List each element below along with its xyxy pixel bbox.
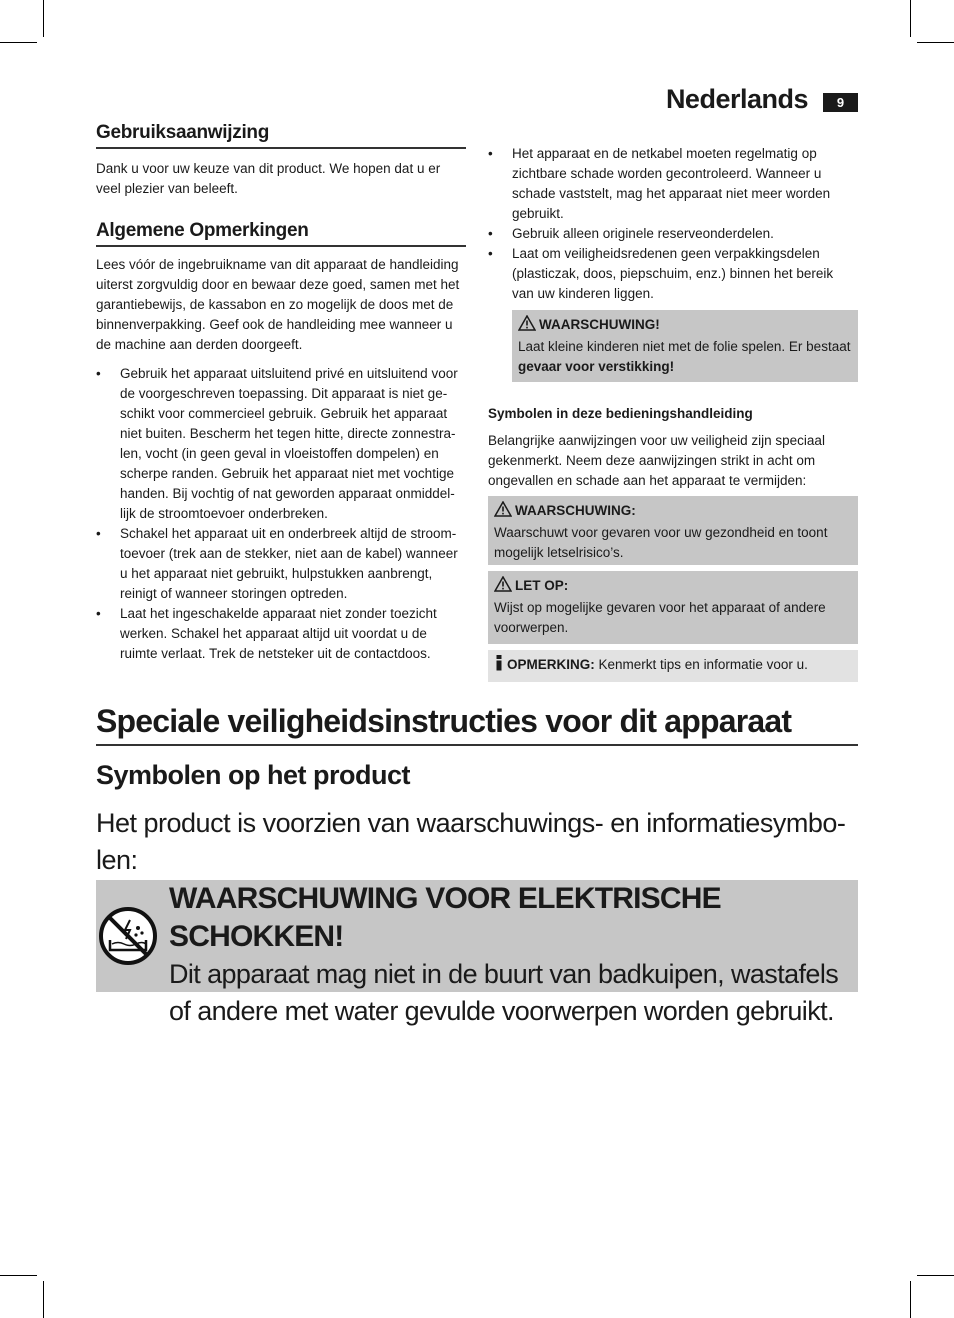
warning-triangle-icon: [518, 315, 536, 337]
right-column: [488, 144, 858, 682]
info-icon: [494, 655, 504, 677]
warning-title: WAARSCHUWING:: [515, 503, 636, 518]
warning-text: Waarschuwt voor gevaren voor uw gezondheid en toont mogelijk letselrisico’s.: [494, 525, 828, 560]
shock-title: WAARSCHUWING VOOR ELEKTRISCHE SCHOKKEN!: [169, 882, 721, 953]
warning-title: WAARSCHUWING!: [539, 317, 660, 332]
warning-box-foil: [512, 310, 858, 382]
caution-title: LET OP:: [515, 578, 569, 593]
left-column: [96, 122, 466, 664]
left-bullet-list: [96, 364, 466, 664]
note-text: Kenmerkt tips en informatie voor u.: [598, 657, 808, 672]
list-item: • Het apparaat en de netkabel moeten regelmatig op zichtbare schade worden gecontroleerd. Wanneer u schade vaststelt, mag het apparaat niet meer worden gebruikt.: [488, 144, 858, 224]
warning-text: Laat kleine kinderen niet met de folie spelen. Er bestaat: [518, 339, 851, 354]
shock-text-block: [169, 880, 855, 1030]
page-number: 9: [823, 93, 858, 112]
crop-mark: [910, 1281, 911, 1318]
list-item: • Laat om veiligheidsredenen geen verpakkingsdelen (plasticzak, doos, piepschuim, enz.) binnen het bereik van uw kinderen liggen.: [488, 244, 858, 304]
crop-mark: [917, 1275, 954, 1276]
symbols-text: Belangrijke aanwijzingen voor uw veiligheid zijn speciaal gekenmerkt. Neem deze aanwijzingen strikt in acht om ongevallen en schade aan het apparaat te vermijden:: [488, 433, 825, 488]
general-text: Lees vóór de ingebruikname van dit apparaat de handleiding uiterst zorgvuldig door en bewaar deze goed, samen met het garantiebewijs, de kassabon en zo mogelijk de doos met de binnenverpakking. Geef ook de handleiding mee wanneer u de machine aan derden doorgeeft.: [96, 257, 460, 352]
section-title-gebruiksaanwijzing: Gebruiksaanwijzing: [96, 122, 466, 149]
shock-warning-box: [96, 880, 858, 1026]
list-item: • Laat het ingeschakelde apparaat niet zonder toezicht werken. Schakel het apparaat altijd uit voordat u de ruimte verlaat. Trek de netsteker uit de contactdoos.: [96, 604, 466, 664]
symbols-heading: Symbolen in deze bedieningshandleiding: [488, 406, 753, 421]
crop-mark: [43, 0, 44, 37]
note-title: OPMERKING:: [507, 657, 595, 672]
note-box: [488, 650, 858, 682]
crop-mark: [917, 42, 954, 43]
symbols-intro: Het product is voorzien van waarschuwings- en informatiesymbo-len:: [96, 808, 846, 875]
crop-mark: [43, 1281, 44, 1318]
warning-triangle-icon: [494, 576, 512, 598]
crop-mark: [0, 42, 37, 43]
page-title: Speciale veiligheidsinstructies voor dit apparaat: [96, 703, 858, 746]
section-title-algemene-opmerkingen: Algemene Opmerkingen: [96, 220, 466, 247]
list-item: • Schakel het apparaat uit en onderbreek altijd de stroom-toevoer (trek aan de stekker, niet aan de kabel) wanneer u het apparaat niet gebruikt, hulpstukken aanbrengt, reinigt of wanneer storingen optreden.: [96, 524, 466, 604]
warning-triangle-icon: [494, 501, 512, 523]
header-language: Nederlands: [665, 84, 808, 114]
crop-mark: [910, 0, 911, 37]
shock-text: Dit apparaat mag niet in de buurt van badkuipen, wastafels of andere met water gevulde voorwerpen worden gebruikt.: [169, 959, 839, 1026]
right-bullet-list: [488, 144, 858, 304]
crop-mark: [0, 1275, 37, 1276]
caution-text: Wijst op mogelijke gevaren voor het apparaat of andere voorwerpen.: [494, 600, 826, 635]
no-water-shock-icon: [98, 906, 158, 971]
subtitle: Symbolen op het product: [96, 760, 411, 790]
list-item: • Gebruik alleen originele reserveonderdelen.: [488, 224, 858, 244]
warning-box-health: [488, 496, 858, 565]
intro-text: Dank u voor uw keuze van dit product. We hopen dat u er veel plezier van beleeft.: [96, 161, 441, 196]
warning-text-bold: gevaar voor verstikking!: [518, 359, 675, 374]
caution-box: [488, 571, 858, 644]
list-item: • Gebruik het apparaat uitsluitend privé en uitsluitend voor de voorgeschreven toepassing. Dit apparaat is niet ge-schikt voor commercieel gebruik. Gebruik het apparaat niet buiten. Bescherm het tegen hitte, directe zonnestra-len, vocht (in geen geval in vloeistoffen dompelen) en scherpe randen. Gebruik het apparaat niet met vochtige handen. Bij vochtig of nat geworden apparaat onmiddel-lijk de stroomtoevoer onderbreken.: [96, 364, 466, 524]
